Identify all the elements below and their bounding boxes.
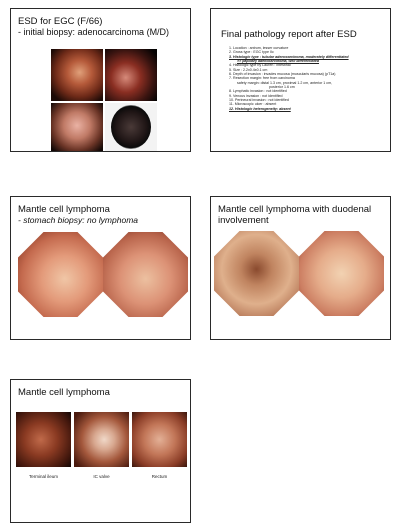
endoscopy-image-duodenum-1 — [214, 231, 299, 316]
pathology-item: 2. Gross type : EGC type IIc — [229, 50, 274, 55]
slide-pathology-title: Final pathology report after ESD — [221, 29, 357, 40]
endoscopy-image-marking — [105, 49, 157, 101]
pathology-item: 11. Microscopic ulcer : absent — [229, 102, 277, 107]
pathology-item: 1. Location : antrum, lesser curvature — [229, 46, 289, 50]
slide-mcl-stomach-title: Mantle cell lymphoma — [18, 204, 110, 215]
slide-mcl-sites-title: Mantle cell lymphoma — [18, 387, 110, 398]
slide-title — [18, 16, 169, 38]
slide-mcl-stomach-subtitle: - stomach biopsy: no lymphoma — [18, 215, 138, 225]
slide-esd-title: ESD for EGC (F/66) — [18, 16, 103, 27]
endoscopy-image-stomach-2 — [103, 232, 188, 317]
slide-mcl-duodenal-title: Mantle cell lymphoma with duodenal involvement — [218, 204, 372, 226]
pathology-item: 6. Depth of invasion : invades mucosa (muscularis mucosa) (pT1a) — [229, 72, 336, 77]
endoscopy-image-terminal-ileum — [16, 412, 71, 467]
slide-pathology — [210, 8, 391, 152]
caption-ic-valve: IC valve — [93, 474, 110, 479]
slide-mcl-duodenal — [210, 196, 391, 340]
pathology-list — [229, 46, 389, 111]
pathology-item: 5. Size : 2.2x0.4x0.1 cm — [229, 67, 268, 72]
slide-mcl-stomach — [10, 196, 191, 340]
pathology-item: posterior 1.6 cm — [269, 85, 295, 90]
pathology-item: safety margin: distal 1.3 cm, proximal 1.2 cm, anterior 1 cm, — [237, 80, 333, 85]
pathology-item: 7. Resection margin: free from carcinoma — [229, 76, 295, 81]
pathology-item: >> papillary adenocarcinoma, well differentiated — [237, 59, 320, 64]
pathology-item: 8. Lymphatic invasion : not identified — [229, 89, 287, 94]
pathology-item: 9. Venous invasion : not identified — [229, 93, 283, 98]
pathology-item: 3. Histologic type : tubular adenocarcinoma, moderately differentiated — [229, 54, 349, 59]
caption-rectum: Rectum — [151, 474, 168, 479]
endoscopy-image-lesion — [51, 49, 103, 101]
resected-specimen-image — [105, 103, 157, 152]
endoscopy-image-ic-valve — [74, 412, 129, 467]
pathology-item: 12. Histologic heterogeneity: absent — [229, 106, 291, 111]
endoscopy-image-resection — [51, 103, 103, 152]
slide-title — [18, 204, 138, 226]
pathology-item: 4. Histologic type by Lauren : intestinal — [229, 63, 291, 68]
endoscopy-image-duodenum-2 — [299, 231, 384, 316]
slide-esd-subtitle: - initial biopsy: adenocarcinoma (M/D) — [18, 27, 170, 37]
caption-terminal-ileum: Terminal ileum — [28, 474, 58, 479]
slide-mcl-sites — [10, 379, 191, 523]
endoscopy-image-rectum — [132, 412, 187, 467]
endoscopy-image-stomach-1 — [18, 232, 103, 317]
pathology-item: 10. Perineural invasion : not identified — [229, 98, 289, 103]
slide-esd — [10, 8, 191, 152]
